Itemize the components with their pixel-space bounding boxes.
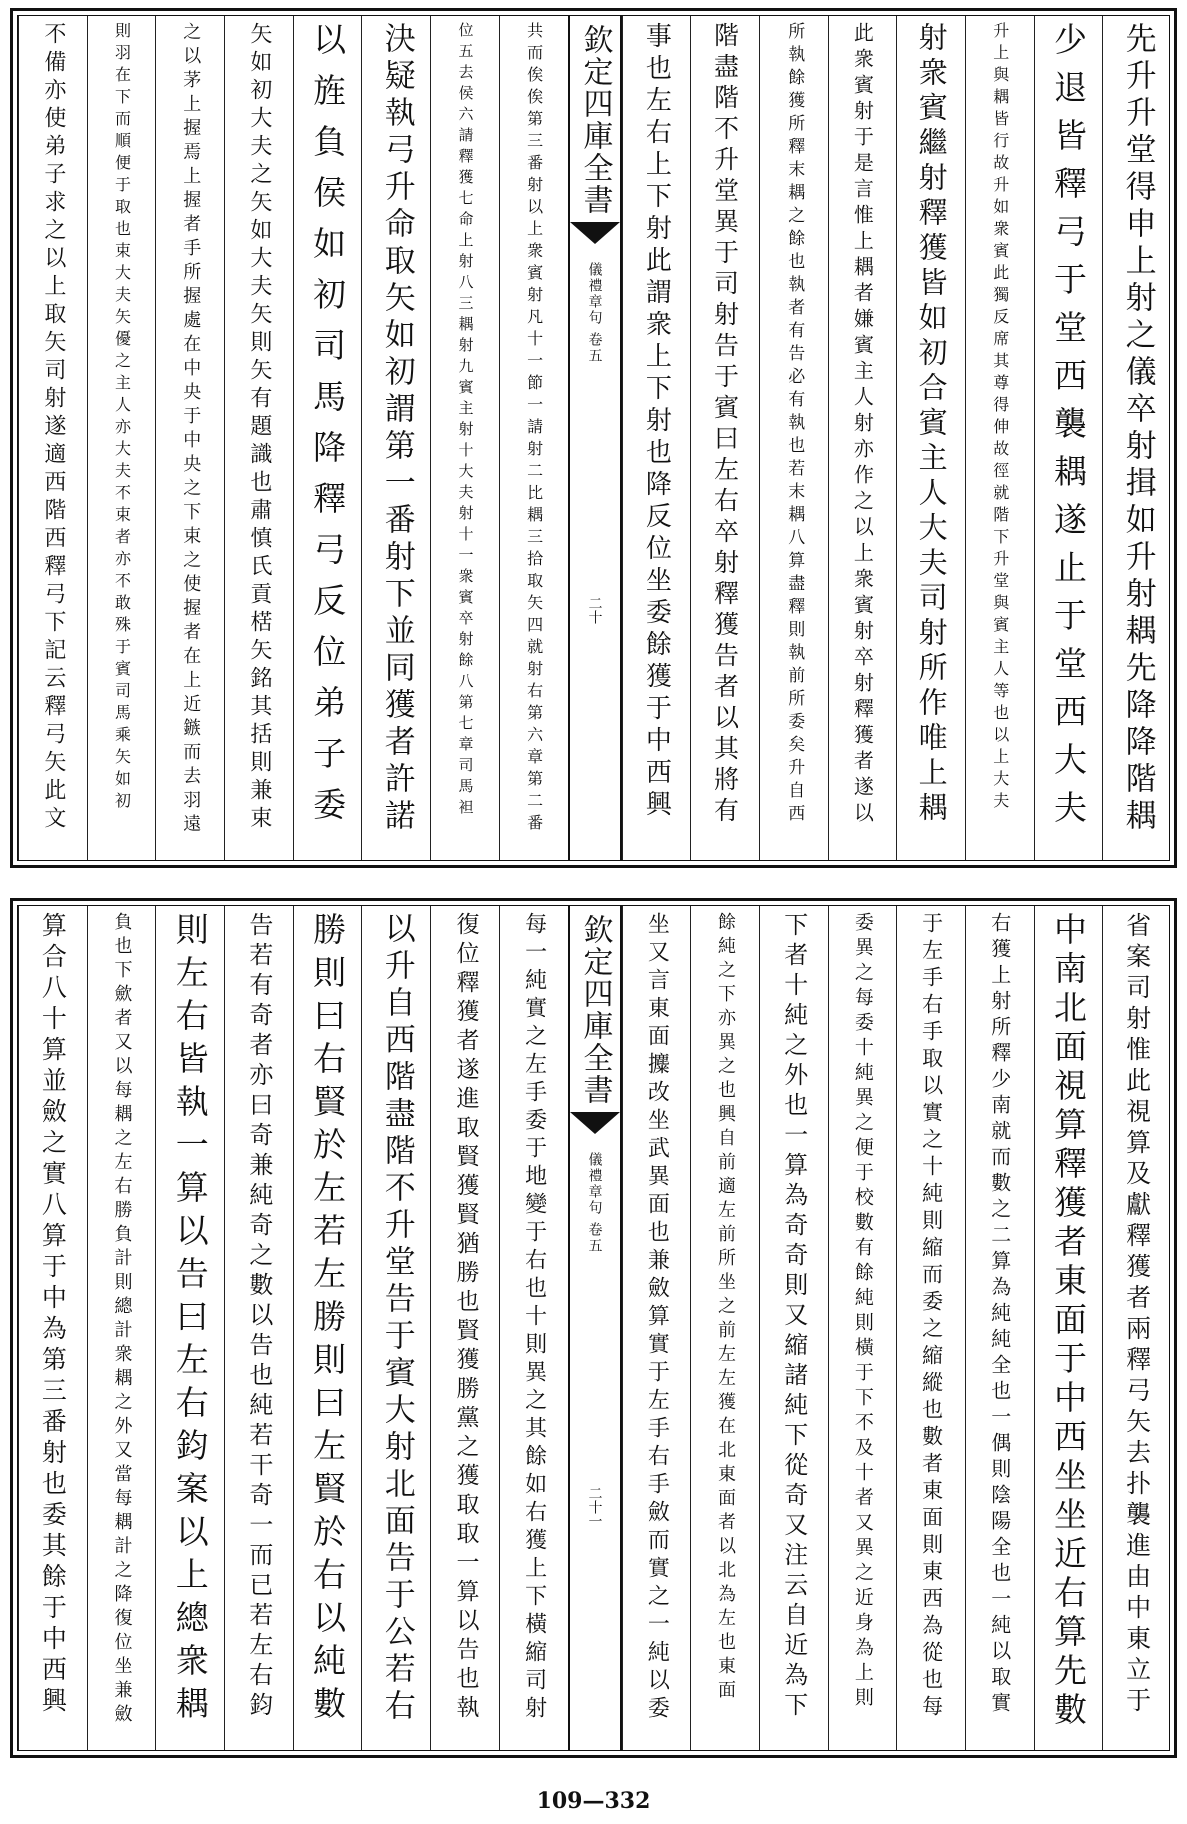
top-column-text: 以旌負侯如初司馬降釋弓反位弟子委	[308, 22, 348, 838]
top-column-text: 此衆賓射于是言惟上耦者嫌賓主人射亦作之以上衆賓射卒射釋獲者遂以	[850, 22, 875, 828]
bottom-center-volume: 卷五	[586, 1222, 603, 1254]
top-text-column	[1034, 16, 1103, 860]
bottom-column-text: 委異之每委十純異之便于校數有餘純則橫于下不及十者又異之近身為上則	[851, 912, 874, 1712]
bottom-column-text: 坐又言東面攗改坐武異面也兼斂算實于左手右手斂而實之一純以委	[644, 912, 670, 1724]
bottom-column-text: 算合八十算並斂之實八算于中為第三番射也委其餘于中西興	[38, 912, 68, 1718]
top-column-text: 少退皆釋弓于堂西襲耦遂止于堂西大夫	[1048, 22, 1088, 838]
bottom-center-column	[568, 906, 622, 1750]
top-text-column	[828, 16, 897, 860]
top-text-column	[690, 16, 759, 860]
bottom-column-text: 餘純之下亦異之也興自前適左前所坐之前左左獲在北東面者以北為左也東面	[715, 912, 737, 1704]
bottom-text-column	[18, 906, 87, 1750]
top-column-text: 階盡階不升堂異于司射告于賓曰左右卒射釋獲告者以其將有	[710, 22, 740, 828]
top-text-column	[1102, 16, 1171, 860]
top-center-volume: 卷五	[586, 332, 603, 364]
top-text-column	[155, 16, 224, 860]
top-text-column	[87, 16, 156, 860]
top-center-page: 二十	[586, 596, 603, 624]
bottom-text-column	[690, 906, 759, 1750]
top-text-column	[224, 16, 293, 860]
top-column-text: 射衆賓繼射釋獲皆如初合賓主人大夫司射所作唯上耦	[914, 22, 949, 827]
top-page-panel	[10, 8, 1177, 868]
top-column-text: 位五去侯六請釋獲七命上射八三耦射九賓主射十大夫射十一衆賓卒射餘八第七章司馬袒	[456, 22, 475, 820]
top-column-text: 決疑執弓升命取矢如初謂第一番射下並同獲者許諾	[378, 22, 415, 836]
bottom-text-column	[224, 906, 293, 1750]
bottom-text-column	[293, 906, 362, 1750]
bottom-column-text: 勝則曰右賢於左若左勝則曰左賢於右以純數	[308, 912, 348, 1729]
bottom-column-text: 告若有奇者亦曰奇兼純奇之數以告也純若干奇一而已若左右鈞	[244, 912, 273, 1722]
top-text-column	[18, 16, 87, 860]
bottom-column-text: 負也下歛者又以每耦之左右勝負計則總計衆耦之外又當每耦計之降復位坐兼斂	[111, 912, 133, 1728]
top-page-frame	[17, 15, 1170, 861]
bottom-page-frame	[17, 905, 1170, 1751]
top-column-text: 之以茅上握焉上握者手所握處在中央于中央之下束之使握者在上近鏃而去羽遠	[180, 22, 202, 838]
bottom-text-columns	[18, 906, 1169, 1750]
top-column-text: 先升升堂得申上射之儀卒射揖如升射耦先降降階耦	[1119, 22, 1156, 836]
bottom-column-text: 每一純實之左手委于地變于右也十則異之其餘如右獲上下橫縮司射	[521, 912, 547, 1724]
top-column-text: 不備亦使弟子求之以上取矢司射遂適西階西釋弓下記云釋弓矢此文	[40, 22, 66, 834]
bottom-column-text: 于左手右手取以實之十純則縮而委之縮縱也數者東面則東西為從也每	[919, 912, 944, 1722]
bottom-column-text: 下者十純之外也一算為奇奇則又縮諸純下從奇又注云自近為下	[779, 912, 808, 1722]
bottom-column-text: 以升自西階盡階不升堂告于賓大射北面告于公若右	[378, 912, 415, 1726]
top-text-column	[499, 16, 568, 860]
bottom-column-text: 省案司射惟此視算及獻釋獲者兩釋弓矢去扑襲進由中東立于	[1122, 912, 1152, 1718]
bottom-column-text: 則左右皆執一算以告曰左右鈞案以上總衆耦	[170, 912, 210, 1729]
bottom-center-title: 欽定四庫全書	[577, 914, 613, 1106]
top-text-column	[293, 16, 362, 860]
top-text-columns	[18, 16, 1169, 860]
bottom-text-column	[1034, 906, 1103, 1750]
bottom-text-column	[622, 906, 691, 1750]
top-text-column	[361, 16, 430, 860]
bottom-fishtail-mark	[570, 1112, 620, 1134]
bottom-text-column	[1102, 906, 1171, 1750]
top-center-book: 儀禮章句	[586, 262, 603, 326]
bottom-text-column	[896, 906, 965, 1750]
top-text-column	[759, 16, 828, 860]
bottom-text-column	[499, 906, 568, 1750]
top-text-column	[965, 16, 1034, 860]
bottom-text-column	[759, 906, 828, 1750]
bottom-center-book: 儀禮章句	[586, 1152, 603, 1216]
top-center-title: 欽定四庫全書	[577, 24, 613, 216]
top-fishtail-mark	[570, 222, 620, 244]
page-number: 109—332	[536, 1788, 651, 1814]
bottom-text-column	[828, 906, 897, 1750]
top-text-column	[430, 16, 499, 860]
top-column-text: 升上與耦皆行故升如衆賓此獨反席其尊得伸故徑就階下升堂與賓主人等也以上大夫	[990, 22, 1010, 814]
bottom-text-column	[87, 906, 156, 1750]
bottom-text-column	[155, 906, 224, 1750]
bottom-column-text: 復位釋獲者遂進取賢獲賢猶勝也賢獲勝黨之獲取取一算以告也執	[452, 912, 479, 1724]
bottom-text-column	[361, 906, 430, 1750]
top-column-text: 矢如初大夫之矢如大夫矢則矢有題識也肅慎氏貢楛矢銘其括則兼束	[246, 22, 272, 834]
top-text-column	[622, 16, 691, 860]
top-column-text: 共而俟俟第三番射以上衆賓射凡十一節一請射二比耦三拾取矢四就射右第六章第二番	[524, 22, 544, 836]
bottom-page-panel	[10, 898, 1177, 1758]
bottom-center-page: 二十一	[586, 1486, 603, 1528]
bottom-column-text: 右獲上射所釋少南就而數之二算為純純全也一偶則陰陽全也一純以取實	[987, 912, 1012, 1718]
top-column-text: 所執餘獲所釋末耦之餘也執者有告必有執也若末耦八算盡釋則執前所委矣升自西	[784, 22, 805, 827]
bottom-column-text: 中南北面視算釋獲者東面于中西坐坐近右算先數	[1048, 912, 1088, 1731]
bottom-text-column	[430, 906, 499, 1750]
bottom-text-column	[965, 906, 1034, 1750]
top-column-text: 則羽在下而順便于取也束大夫矢優之主人亦大夫不束者亦不敢殊于賓司馬乘矢如初	[112, 22, 132, 814]
top-text-column	[896, 16, 965, 860]
top-center-column	[568, 16, 622, 860]
top-column-text: 事也左右上下射此謂衆上下射也降反位坐委餘獲于中西興	[641, 22, 672, 822]
